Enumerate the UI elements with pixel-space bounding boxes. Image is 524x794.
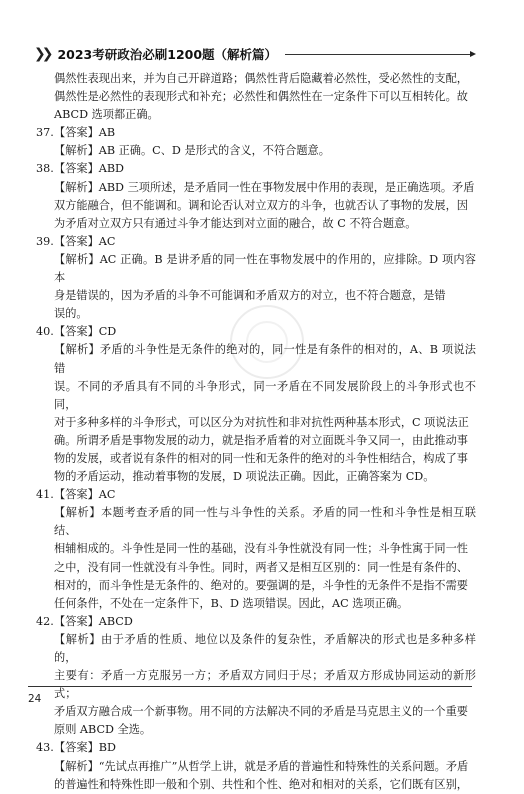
text-line: 偶然性是必然性的表现形式和补充；必然性和偶然性在一定条件下可以互相转化。故 (54, 90, 468, 104)
text-line: 相辅相成的。斗争性是同一性的基础，没有斗争性就没有同一性；斗争性寓于同一性 (54, 542, 468, 556)
text-line: 为矛盾对立双方只有通过斗争才能达到对立面的融合，故 C 不符合题意。 (54, 216, 417, 230)
text-line: 【解析】AC 正确。B 是讲矛盾的同一性在事物发展中的作用的，应排除。D 项内容本 (54, 252, 476, 285)
answer-heading (36, 613, 476, 631)
answer-heading (36, 486, 476, 504)
text-line: 误。不同的矛盾具有不同的斗争形式，同一矛盾在不同发展阶段上的斗争形式也不同， (54, 379, 476, 411)
text-line: 任何条件，不处在一定条件下，B、D 选项错误。因此，AC 选项正确。 (54, 596, 409, 610)
text-line: 双方能融合，但不能调和。调和论否认对立双方的斗争，也就否认了事物的发展，因 (54, 198, 468, 212)
text-line: 确。所谓矛盾是事物发展的动力，就是指矛盾着的对立面既斗争又同一，由此推动事 (54, 433, 468, 447)
answer-text: 【答案】ABCD (54, 614, 133, 628)
question-number: 41. (36, 488, 54, 502)
text-line: 偶然性表现出来，并为自己开辟道路；偶然性背后隐藏着必然性，受必然性的支配， (54, 72, 468, 85)
text-line: 主要有：矛盾一方克服另一方；矛盾双方同归于尽；矛盾双方形成协同运动的新形式； (54, 669, 476, 701)
text-line: 物的矛盾运动，推动着事物的发展，D 项说法正确。因此，正确答案为 CD。 (54, 470, 435, 484)
text-line: ABCD 选项都正确。 (54, 108, 159, 122)
text-line: 【解析】由于矛盾的性质、地位以及条件的复杂性，矛盾解决的形式也是多种多样的， (54, 632, 476, 664)
text-line: 之中，没有同一性就没有斗争性。同时，两者又是相互区别的：同一性是有条件的、 (54, 560, 468, 574)
page-header (34, 44, 474, 64)
question-number: 37. (36, 126, 54, 140)
question-number: 40. (36, 325, 54, 339)
page-footer (28, 686, 472, 705)
text-line: 【解析】“先试点再推广”从哲学上讲，就是矛盾的普遍性和特殊性的关系问题。矛盾 (54, 759, 469, 773)
text-line: 身是错误的，因为矛盾的斗争不可能调和矛盾双方的对立，也不符合题意，是错 (54, 289, 446, 303)
text-line: 相对的，而斗争性是无条件的、绝对的。要强调的是，斗争性的无条件不是指不需要 (54, 578, 468, 592)
answer-text: 【答案】AB (54, 126, 116, 140)
text-line: 的普遍性和特殊性即一般和个别、共性和个性、绝对和相对的关系，它们既有区别， (54, 777, 468, 791)
answer-text: 【答案】ABD (54, 162, 125, 176)
text-line: 对于多种多样的斗争形式，可以区分为对抗性和非对抗性两种基本形式，C 项说法正 (54, 415, 469, 429)
answer-heading (36, 739, 476, 757)
text-line: 【解析】矛盾的斗争性是无条件的绝对的，同一性是有条件的相对的，A、B 项说法错 (54, 343, 476, 375)
answer-text: 【答案】AC (54, 234, 116, 248)
answer-heading (36, 233, 476, 251)
question-number: 39. (36, 234, 54, 248)
text-line: 物的发展，或者说有条件的相对的同一性和无条件的绝对的斗争性相结合，构成了事 (54, 451, 468, 465)
page-number: 24 (28, 693, 42, 705)
answer-heading (36, 160, 476, 178)
book-title: 2023考研政治必刷1200题（解析篇） (57, 47, 278, 62)
answer-text: 【答案】BD (54, 741, 116, 755)
question-number: 42. (36, 614, 54, 628)
double-chevron-icon: ❯❯ (34, 46, 50, 62)
question-number: 43. (36, 741, 54, 755)
text-line: 【解析】ABD 三项所述，是矛盾同一性在事物发展中作用的表现，是正确选项。矛盾 (54, 180, 475, 194)
text-line: 矛盾双方融合成一个新事物。用不同的方法解决不同的矛盾是马克思主义的一个重要 (54, 705, 468, 719)
text-line: 原则 ABCD 全选。 (54, 723, 152, 737)
answer-text: 【答案】AC (54, 488, 116, 502)
text-line: 【解析】AB 正确。C、D 是形式的含义，不符合题意。 (54, 144, 330, 158)
answer-heading (36, 323, 476, 341)
answer-heading (36, 124, 476, 142)
question-number: 38. (36, 162, 54, 176)
text-line: 误的。 (54, 307, 88, 321)
text-line: 【解析】本题考查矛盾的同一性与斗争性的关系。矛盾的同一性和斗争性是相互联结、 (54, 506, 476, 538)
answer-text: 【答案】CD (54, 325, 117, 339)
header-rule (285, 54, 474, 55)
